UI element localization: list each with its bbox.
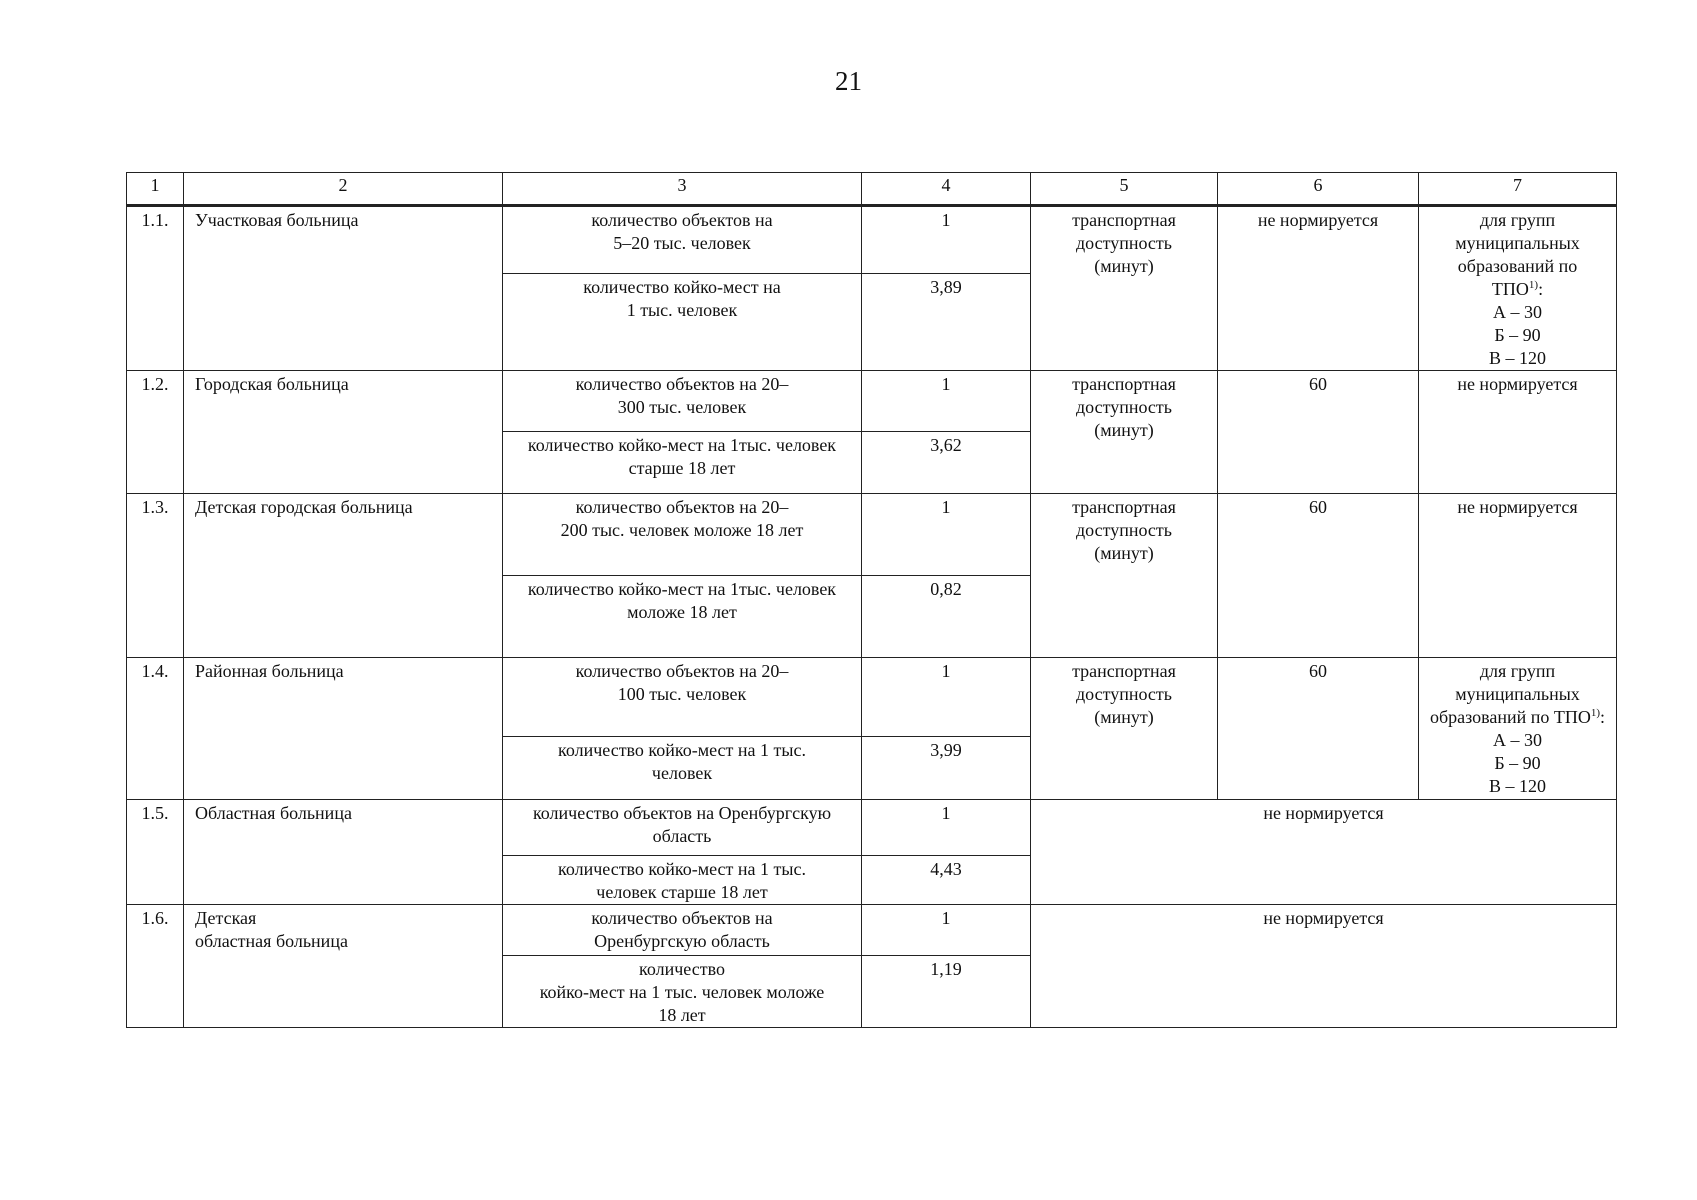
accessibility-type: транспортная доступность (минут): [1031, 658, 1218, 800]
value-cell: 3,99: [862, 737, 1031, 800]
row-number: 1.5.: [127, 800, 184, 905]
indicator-cell: количество койко-мест на 1 тыс. человек старше 18 лет: [503, 856, 862, 905]
value-cell: 3,62: [862, 432, 1031, 494]
value-cell: 1: [862, 658, 1031, 737]
indicator-cell: количество объектов на 20– 200 тыс. человек моложе 18 лет: [503, 494, 862, 576]
accessibility-value: не нормируется: [1218, 206, 1419, 371]
value-cell: 1,19: [862, 956, 1031, 1028]
column-header-1: 1: [127, 173, 184, 206]
row-number: 1.2.: [127, 371, 184, 494]
indicator-cell: количество объектов на Оренбургскую область: [503, 800, 862, 856]
column-number-row: [127, 173, 1617, 206]
row-number: 1.1.: [127, 206, 184, 371]
row-number: 1.3.: [127, 494, 184, 658]
accessibility-note: для групп муниципальных образований по ТПО$^{1)}$: А – 30 Б – 90 В – 120: [1419, 658, 1617, 800]
value-cell: 3,89: [862, 274, 1031, 371]
indicator-cell: количество койко-мест на 1 тыс. человек: [503, 737, 862, 800]
column-header-2: 2: [184, 173, 503, 206]
facility-name: Районная больница: [184, 658, 503, 800]
accessibility-type: транспортная доступность (минут): [1031, 371, 1218, 494]
hospital-norms-table: [126, 172, 1617, 1028]
column-header-7: 7: [1419, 173, 1617, 206]
table-row: [127, 800, 1617, 856]
accessibility-type: транспортная доступность (минут): [1031, 206, 1218, 371]
accessibility-note: не нормируется: [1419, 494, 1617, 658]
table-row: [127, 371, 1617, 432]
row-number: 1.6.: [127, 905, 184, 1028]
table-row: [127, 905, 1617, 956]
row-number: 1.4.: [127, 658, 184, 800]
merged-not-regulated: не нормируется: [1031, 905, 1617, 1028]
accessibility-note: для групп муниципальных образований по ТПО$^{1)}$: А – 30 Б – 90 В – 120: [1419, 206, 1617, 371]
indicator-cell: количество объектов на 20– 100 тыс. человек: [503, 658, 862, 737]
column-header-6: 6: [1218, 173, 1419, 206]
facility-name: Детская городская больница: [184, 494, 503, 658]
indicator-cell: количество койко-мест на 1тыс. человек старше 18 лет: [503, 432, 862, 494]
value-cell: 1: [862, 800, 1031, 856]
indicator-cell: количество койко-мест на 1 тыс. человек моложе 18 лет: [503, 956, 862, 1028]
indicator-cell: количество объектов на 20– 300 тыс. человек: [503, 371, 862, 432]
table-row: [127, 206, 1617, 274]
merged-not-regulated: не нормируется: [1031, 800, 1617, 905]
column-header-5: 5: [1031, 173, 1218, 206]
value-cell: 4,43: [862, 856, 1031, 905]
footnote-mark: 1): [1528, 279, 1539, 291]
accessibility-value: 60: [1218, 371, 1419, 494]
column-header-4: 4: [862, 173, 1031, 206]
value-cell: 1: [862, 905, 1031, 956]
table-row: [127, 658, 1617, 737]
indicator-cell: количество койко-мест на 1тыс. человек моложе 18 лет: [503, 576, 862, 658]
accessibility-value: 60: [1218, 658, 1419, 800]
column-header-3: 3: [503, 173, 862, 206]
facility-name: Участковая больница: [184, 206, 503, 371]
accessibility-note: не нормируется: [1419, 371, 1617, 494]
value-cell: 0,82: [862, 576, 1031, 658]
accessibility-type: транспортная доступность (минут): [1031, 494, 1218, 658]
indicator-cell: количество объектов на 5–20 тыс. человек: [503, 206, 862, 274]
value-cell: 1: [862, 371, 1031, 432]
page-number: 21: [835, 66, 862, 96]
indicator-cell: количество объектов на Оренбургскую область: [503, 905, 862, 956]
footnote-mark: 1): [1590, 707, 1601, 719]
facility-name: Городская больница: [184, 371, 503, 494]
accessibility-value: 60: [1218, 494, 1419, 658]
table-row: [127, 494, 1617, 576]
facility-name: Областная больница: [184, 800, 503, 905]
facility-name: Детская областная больница: [184, 905, 503, 1028]
indicator-cell: количество койко-мест на 1 тыс. человек: [503, 274, 862, 371]
value-cell: 1: [862, 206, 1031, 274]
value-cell: 1: [862, 494, 1031, 576]
